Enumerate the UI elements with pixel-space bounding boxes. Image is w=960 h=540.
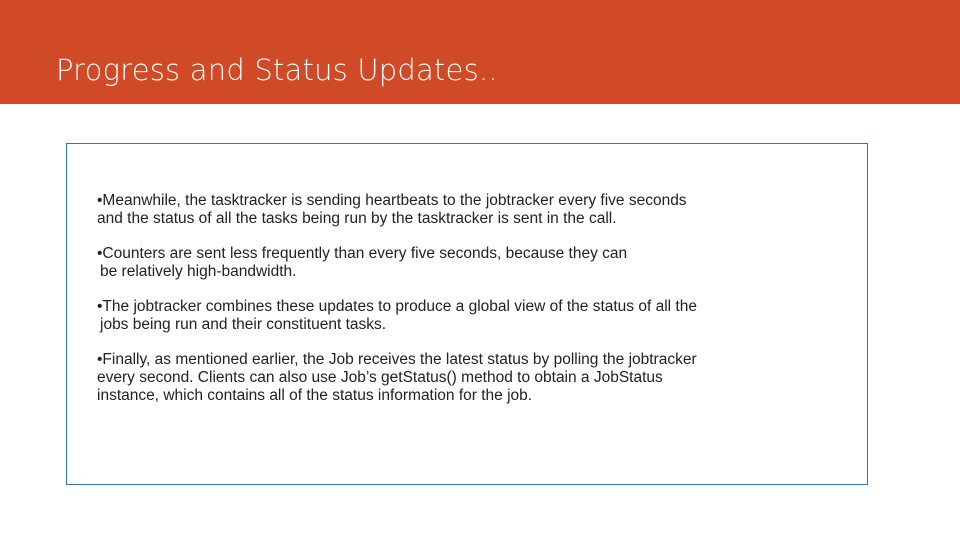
bullet-item xyxy=(97,298,857,334)
bullet-line: every second. Clients can also use Job’s getStatus() method to obtain a JobStatus xyxy=(97,369,663,386)
bullet-line: and the status of all the tasks being run by the tasktracker is sent in the call. xyxy=(97,210,617,227)
bullet-line: instance, which contains all of the status information for the job. xyxy=(97,387,533,404)
bullet-line: •Counters are sent less frequently than every five seconds, because they can xyxy=(97,245,628,262)
bullet-line: •Finally, as mentioned earlier, the Job receives the latest status by polling the jobtracker xyxy=(97,351,697,368)
bullet-item xyxy=(97,245,857,281)
bullet-list xyxy=(97,192,857,422)
bullet-line: be relatively high-bandwidth. xyxy=(100,263,297,280)
content-box xyxy=(66,143,868,485)
title-bar xyxy=(0,0,960,104)
bullet-item xyxy=(97,192,857,228)
bullet-line: jobs being run and their constituent tasks. xyxy=(100,316,387,333)
slide-title: Progress and Status Updates.. xyxy=(56,53,498,87)
bullet-line: •The jobtracker combines these updates to produce a global view of the status of all the xyxy=(97,298,697,315)
bullet-item xyxy=(97,351,857,405)
bullet-line: •Meanwhile, the tasktracker is sending heartbeats to the jobtracker every five seconds xyxy=(97,192,687,209)
